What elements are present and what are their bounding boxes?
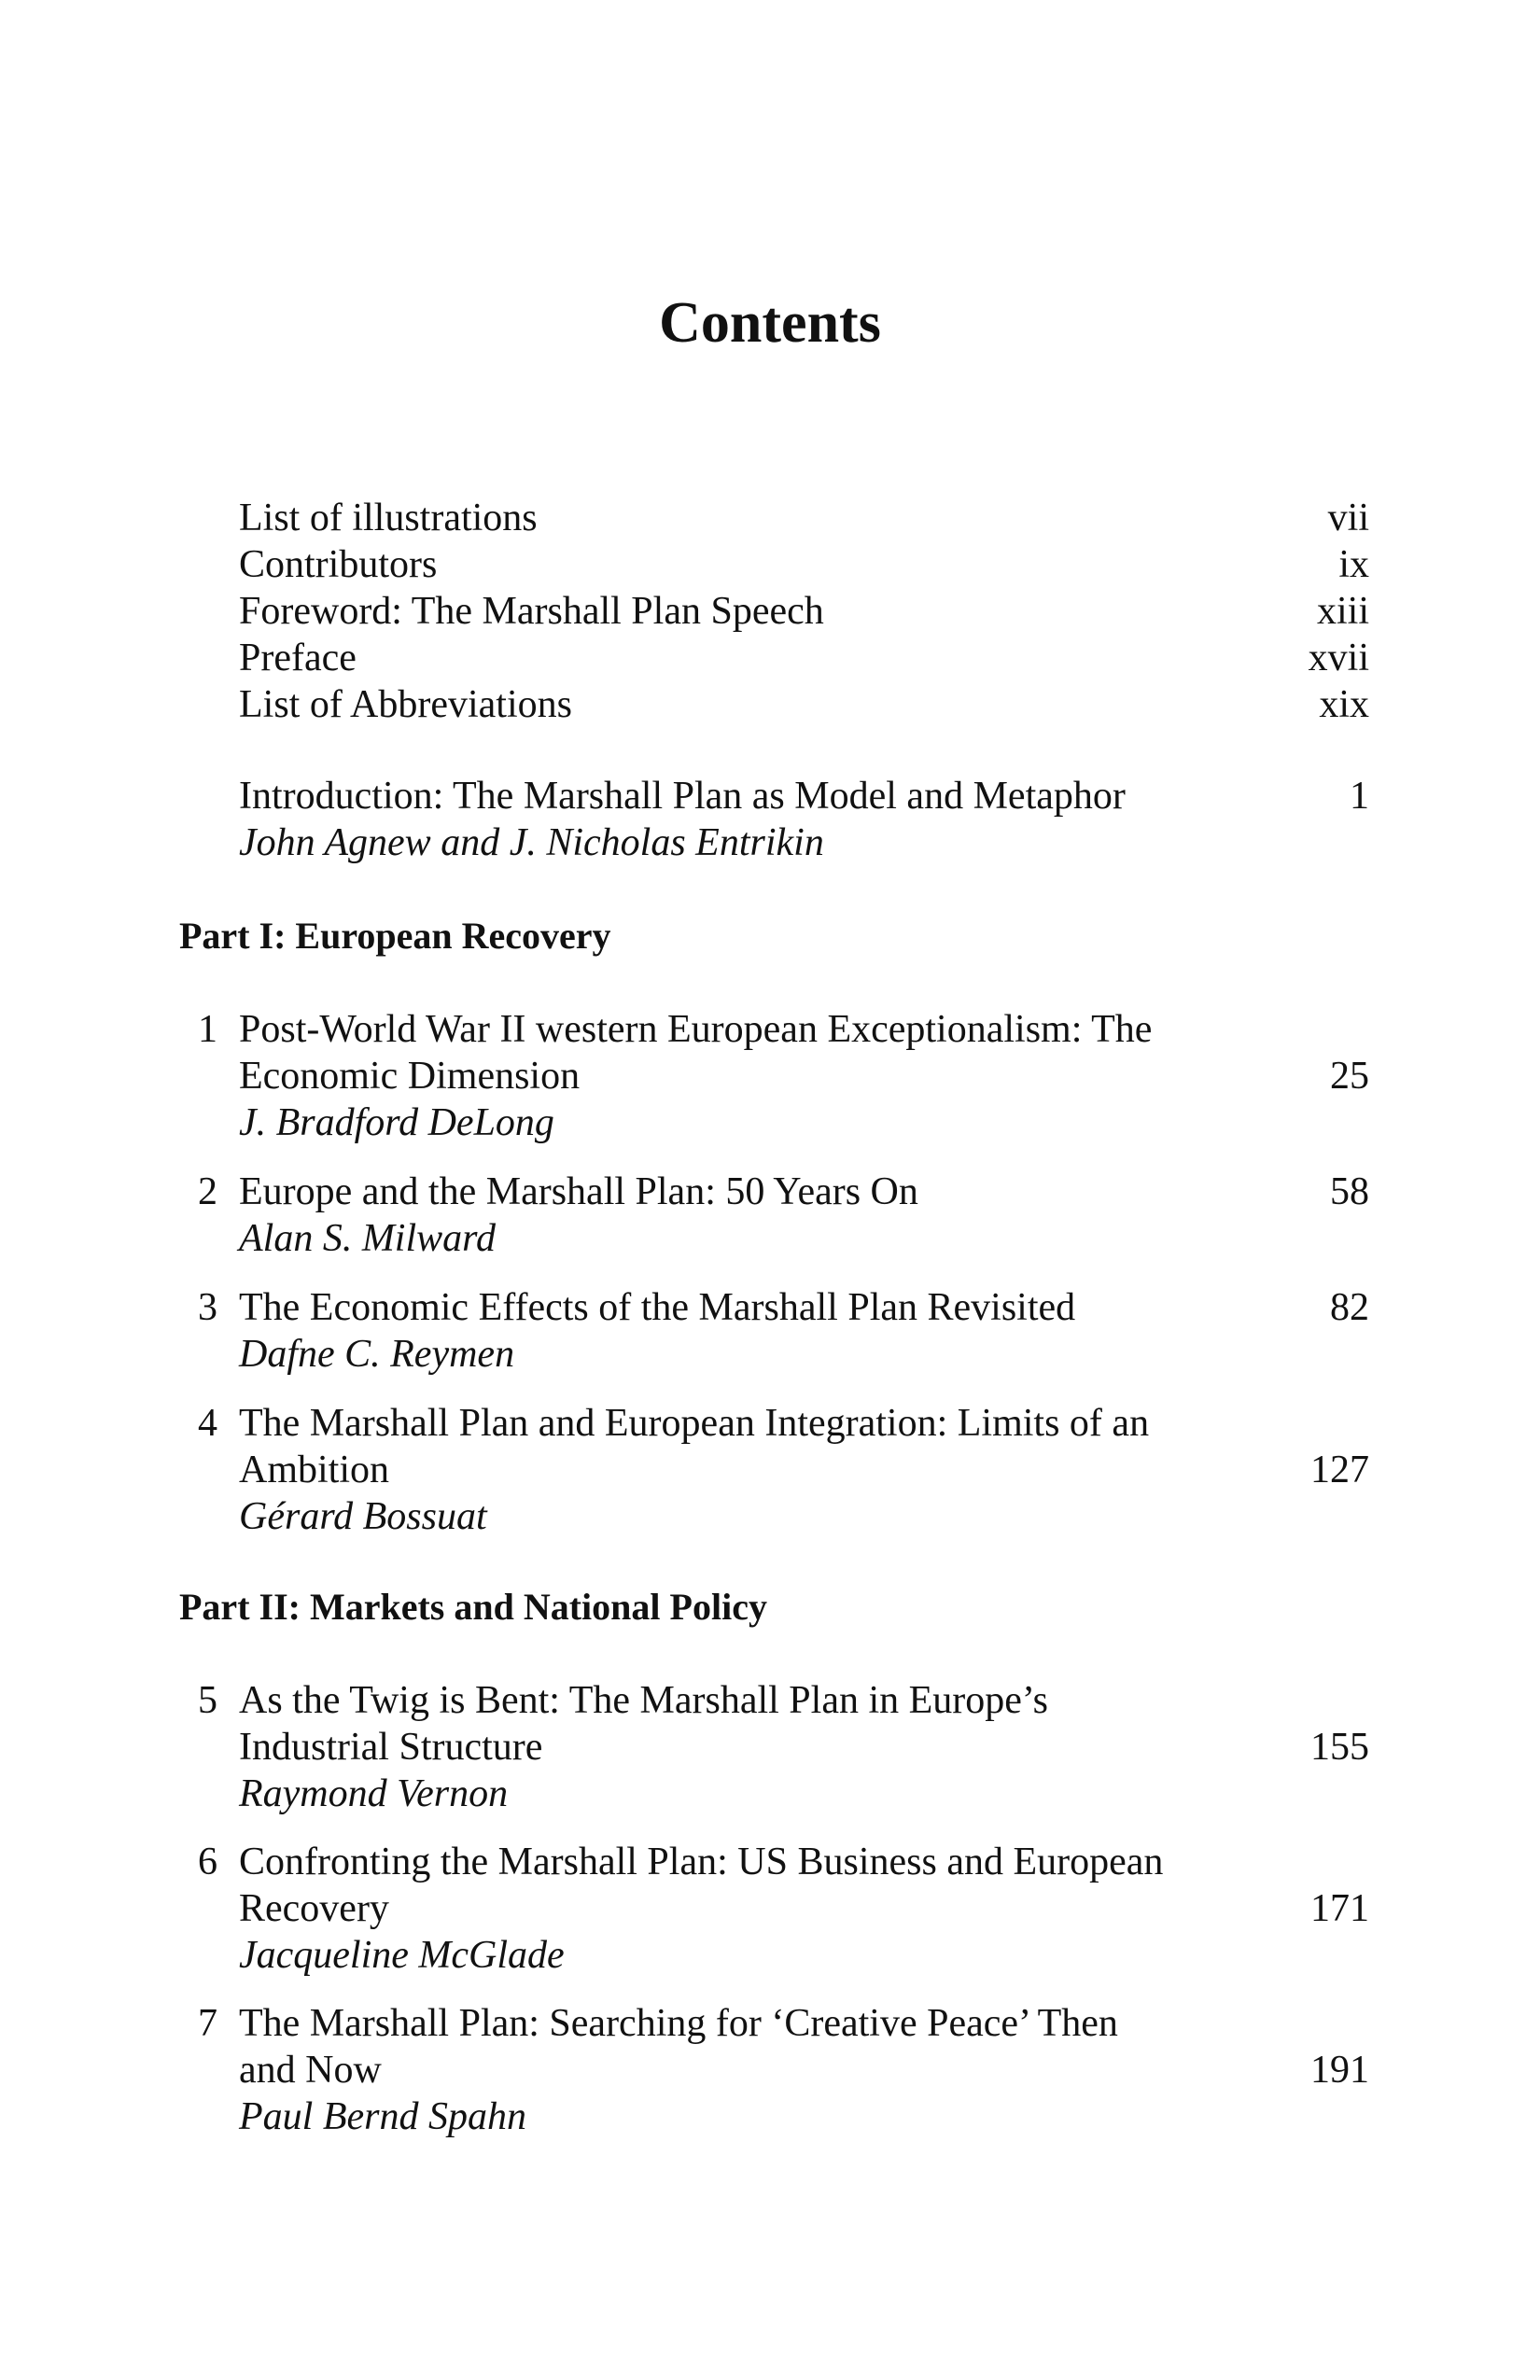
chapter-author: Paul Bernd Spahn [239,2095,526,2138]
chapter-title: Europe and the Marshall Plan: 50 Years On [239,1170,918,1213]
chapter-number: 5 [198,1679,217,1722]
chapter-title: The Marshall Plan: Searching for ‘Creative Peace’ Then [239,2002,1118,2045]
chapter-author: Alan S. Milward [239,1217,496,1260]
chapter-title: and Now [239,2049,382,2092]
toc-entry-page: xiii [1316,590,1369,633]
toc-entry-title: List of Abbreviations [239,683,572,726]
toc-entry-title: List of illustrations [239,497,538,539]
chapter-page: 58 [1330,1170,1369,1213]
introduction-author: John Agnew and J. Nicholas Entrikin [239,821,824,864]
page-title: Contents [659,291,881,355]
introduction-title: Introduction: The Marshall Plan as Model and Metaphor [239,775,1126,818]
chapter-number: 6 [198,1841,217,1883]
chapter-title: As the Twig is Bent: The Marshall Plan in Europe’s [239,1679,1048,1722]
toc-entry-page: xix [1319,683,1369,726]
chapter-title: Confronting the Marshall Plan: US Business and European [239,1841,1164,1883]
chapter-author: Jacqueline McGlade [239,1934,565,1977]
chapter-title: Industrial Structure [239,1726,543,1769]
chapter-number: 1 [198,1008,217,1051]
chapter-title: Recovery [239,1887,389,1930]
chapter-author: Dafne C. Reymen [239,1333,515,1376]
chapter-number: 2 [198,1170,217,1213]
chapter-page: 171 [1310,1887,1369,1930]
chapter-number: 3 [198,1286,217,1329]
chapter-page: 25 [1330,1055,1369,1098]
toc-entry-title: Foreword: The Marshall Plan Speech [239,590,824,633]
toc-entry-page: vii [1327,497,1369,539]
introduction-page: 1 [1350,775,1369,818]
chapter-title: Ambition [239,1449,390,1491]
toc-entry-title: Contributors [239,543,438,586]
chapter-title: The Marshall Plan and European Integration: Limits of an [239,1402,1150,1445]
toc-entry-page: ix [1338,543,1369,586]
chapter-number: 7 [198,2002,217,2045]
toc-entry-page: xvii [1308,637,1369,679]
chapter-page: 127 [1310,1449,1369,1491]
chapter-author: Raymond Vernon [239,1772,509,1815]
toc-entry-title: Preface [239,637,357,679]
chapter-author: Gérard Bossuat [239,1495,487,1538]
chapter-title: Economic Dimension [239,1055,581,1098]
chapter-title: Post-World War II western European Exceptionalism: The [239,1008,1153,1051]
chapter-author: J. Bradford DeLong [239,1101,554,1144]
part-heading: Part I: European Recovery [179,915,611,957]
chapter-page: 155 [1310,1726,1369,1769]
chapter-number: 4 [198,1402,217,1445]
chapter-title: The Economic Effects of the Marshall Plan Revisited [239,1286,1076,1329]
part-heading: Part II: Markets and National Policy [179,1586,767,1628]
chapter-page: 82 [1330,1286,1369,1329]
chapter-page: 191 [1310,2049,1369,2092]
